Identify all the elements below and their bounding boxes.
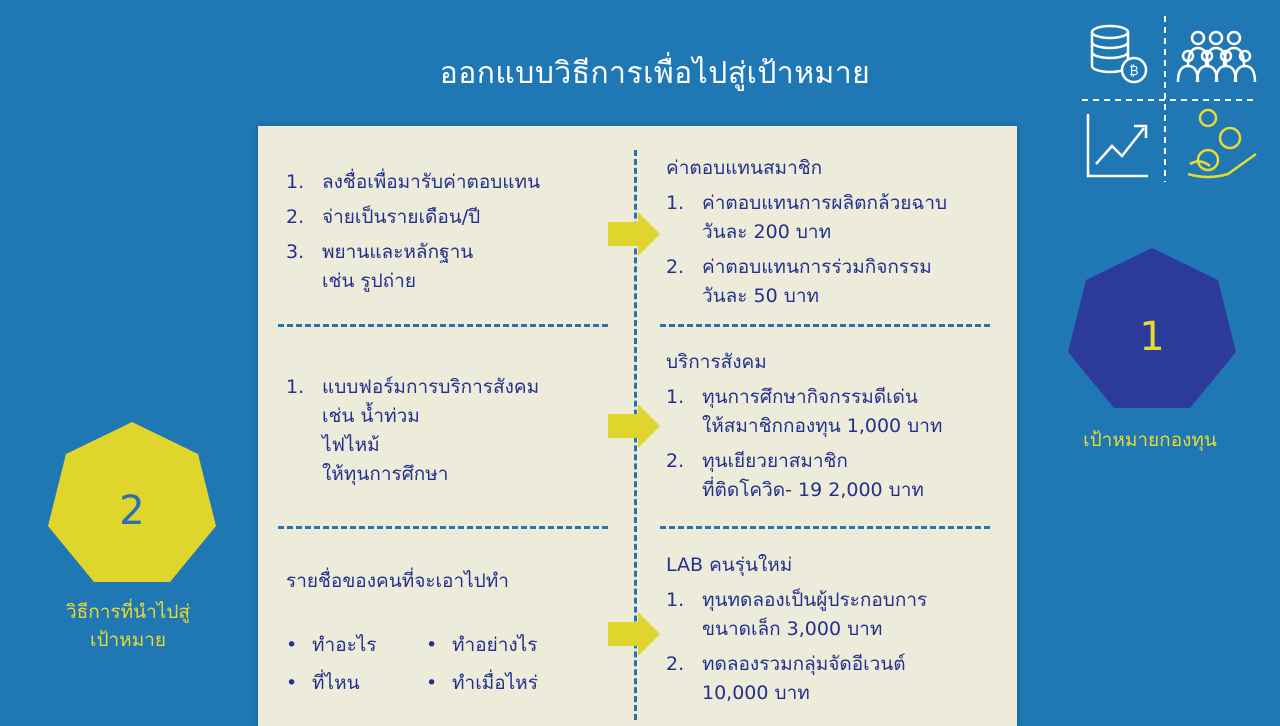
icon-grid: [1080, 14, 1260, 184]
right-row2: 1. ทุนการศึกษากิจกรรมดีเด่น ให้สมาชิกกองทุน 1,000 บาท 2. ทุนเยียวยาสมาชิก ที่ติดโควิด- 19 2,000 บาท: [666, 386, 943, 501]
coins-bitcoin-icon: [1092, 26, 1146, 82]
arrow-right-icon: [608, 404, 660, 448]
right-row3-item2: ทดลองรวมกลุ่มจัดอีเวนต์: [702, 653, 906, 675]
page-title: ออกแบบวิธีการเพื่อไปสู่เป้าหมาย: [439, 56, 871, 91]
left-row2-item1: แบบฟอร์มการบริการสังคม: [322, 376, 540, 398]
left-row1-item1: ลงชื่อเพื่อมารับค่าตอบแทน: [322, 171, 541, 193]
right-row2-item1: ทุนการศึกษากิจกรรมดีเด่น: [702, 386, 918, 408]
right-divider-1: [660, 324, 990, 327]
left-row2: 1. แบบฟอร์มการบริการสังคม เช่น น้ำท่วม ไฟไหม้ ให้ทุนการศึกษา: [286, 376, 540, 485]
right-row3-heading: LAB คนรุ่นใหม่: [666, 554, 793, 576]
right-row1-item2: ค่าตอบแทนการร่วมกิจกรรม: [702, 256, 932, 278]
line-chart-icon: [1088, 114, 1148, 176]
goal-caption: เป้าหมายกองทุน: [1083, 429, 1217, 451]
left-divider-1: [278, 324, 608, 327]
bullet-how: • ทำอย่างไร: [426, 634, 538, 656]
people-group-icon: [1178, 32, 1255, 82]
bullet-what: • ทำอะไร: [286, 634, 377, 656]
right-row1-item2-amount: วันละ 50 บาท: [702, 285, 820, 307]
right-row1-item1: ค่าตอบแทนการผลิตกล้วยฉาบ: [702, 192, 948, 214]
svg-text:₿: ₿: [1129, 64, 1139, 79]
bullet-where: • ที่ไหน: [286, 672, 360, 694]
left-row1: 1. ลงชื่อเพื่อมารับค่าตอบแทน 2. จ่ายเป็นรายเดือน/ปี 3. พยานและหลักฐาน เช่น รูปถ่าย: [286, 171, 541, 292]
right-divider-2: [660, 526, 990, 529]
right-row1-item1-amount: วันละ 200 บาท: [702, 221, 832, 243]
right-row3-item2-amount: 10,000 บาท: [702, 682, 810, 704]
right-row3-item1: ทุนทดลองเป็นผู้ประกอบการ: [702, 589, 928, 611]
arrow-right-icon: [608, 612, 660, 656]
left-row2-line2: เช่น น้ำท่วม: [322, 405, 420, 427]
arrow-right-icon: [608, 212, 660, 256]
right-row1: 1. ค่าตอบแทนการผลิตกล้วยฉาบ วันละ 200 บาท 2. ค่าตอบแทนการร่วมกิจกรรม วันละ 50 บาท: [666, 192, 948, 307]
goal-number: 1: [1139, 314, 1165, 360]
left-row3-heading: รายชื่อของคนที่จะเอาไปทำ: [286, 570, 509, 592]
right-row1-heading: ค่าตอบแทนสมาชิก: [666, 157, 823, 179]
left-row1-item3: พยานและหลักฐาน: [322, 241, 474, 263]
left-row1-item3-detail: เช่น รูปถ่าย: [322, 270, 416, 292]
right-row2-item2: ทุนเยียวยาสมาชิก: [702, 450, 848, 472]
right-row3: 1. ทุนทดลองเป็นผู้ประกอบการ ขนาดเล็ก 3,000 บาท 2. ทดลองรวมกลุ่มจัดอีเวนต์ 10,000 บาท: [666, 589, 928, 704]
method-caption: วิธีการที่นำไปสู่ เป้าหมาย: [65, 601, 191, 651]
left-row1-item2: จ่ายเป็นรายเดือน/ปี: [322, 206, 481, 228]
bullet-when: • ทำเมื่อไหร่: [426, 672, 538, 694]
method-number: 2: [119, 488, 145, 534]
right-row2-item1-amount: ให้สมาชิกกองทุน 1,000 บาท: [702, 415, 943, 437]
left-row2-line4: ให้ทุนการศึกษา: [322, 463, 449, 485]
right-row3-item1-amount: ขนาดเล็ก 3,000 บาท: [702, 618, 883, 640]
left-row2-line3: ไฟไหม้: [322, 434, 380, 456]
left-divider-2: [278, 526, 608, 529]
hand-coins-icon: [1188, 110, 1256, 177]
right-row2-item2-amount: ที่ติดโควิด- 19 2,000 บาท: [702, 479, 924, 501]
right-row2-heading: บริการสังคม: [666, 351, 767, 373]
